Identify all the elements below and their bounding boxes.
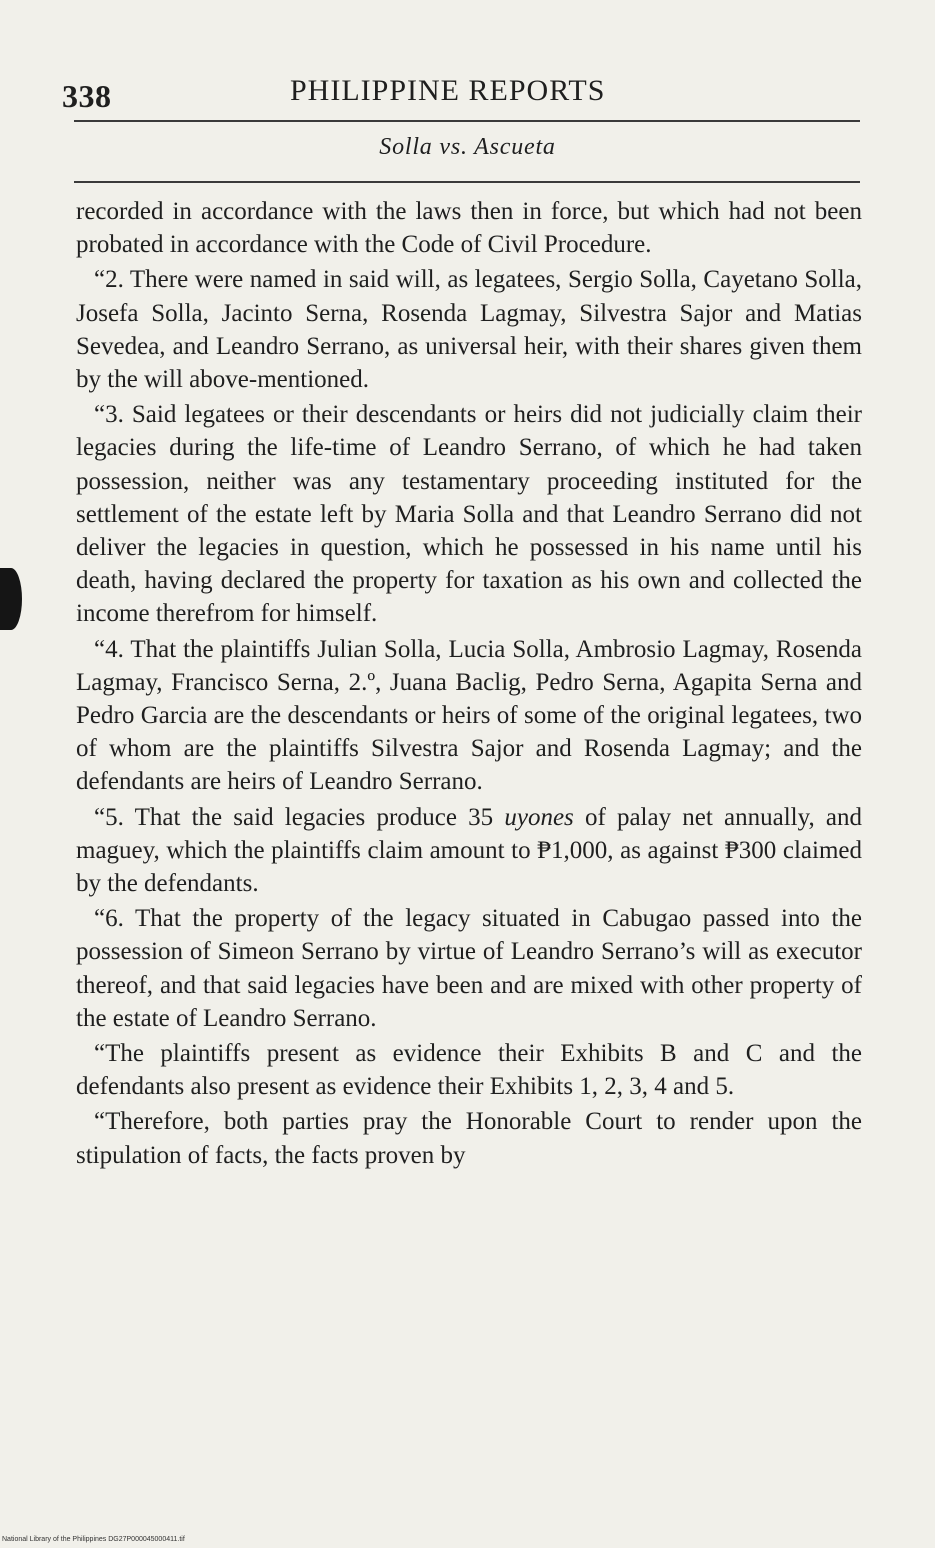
paragraph-exhibits: “The plaintiffs present as evidence their Exhibits B and C and the defendants also present as evidence their Exhibits 1, 2, 3, 4 and 5. (76, 1040, 862, 1101)
paragraph-continuation: recorded in accordance with the laws then in force, but which had not been probated in accordance with the Code of Civil Procedure. (76, 198, 862, 259)
scan-credit: National Library of the Philippines DG27P000045000411.tif (2, 1536, 185, 1543)
paragraph-item-3: “3. Said legatees or their descendants or heirs did not judicially claim their legacies during the life-time of Leandro Serrano, of which he had taken possession, neither was any testamentary proceeding instituted for the settlement of the estate left by Maria Solla and that Leandro Serrano did not deliver the legacies in question, which he possessed in his name until his death, having declared the property for taxation as his own and collected the income therefrom for himself. (76, 401, 862, 628)
paragraph-prayer: “Therefore, both parties pray the Honorable Court to render upon the stipulation of facts, the facts proven by (76, 1108, 862, 1169)
paragraph-item-5-italic: uyones (504, 803, 574, 831)
body-text (76, 195, 862, 1172)
page-number: 338 (62, 78, 112, 114)
running-head: PHILIPPINE REPORTS (290, 74, 606, 107)
header-rule-top (74, 120, 860, 122)
paragraph-item-5 (76, 801, 862, 901)
paragraph-item-2: “2. There were named in said will, as legatees, Sergio Solla, Cayetano Solla, Josefa Solla, Jacinto Serna, Rosenda Lagmay, Silvestra Sajor and Matias Sevedea, and Leandro Serrano, as universal heir, with their shares given them by the will above-mentioned. (76, 266, 862, 394)
header-rule-bottom (74, 181, 860, 183)
paragraph-item-4: “4. That the plaintiffs Julian Solla, Lucia Solla, Ambrosio Lagmay, Rosenda Lagmay, Francisco Serna, 2.º, Juana Baclig, Pedro Serna, Agapita Serna and Pedro Garcia are the descendants or heirs of some of the original legatees, two of whom are the plaintiffs Silvestra Sajor and Rosenda Lagmay; and the defendants are heirs of Leandro Serrano. (76, 635, 862, 796)
paragraph-item-5-after: of palay net annually, and maguey, which the plaintiffs claim amount to ₱1,000, as against ₱300 claimed by the defendants. (76, 803, 863, 898)
paragraph-item-5-before: “5. That the said legacies produce 35 (94, 803, 505, 831)
case-title: Solla vs. Ascueta (379, 134, 556, 160)
margin-ink-blot (0, 568, 22, 630)
paragraph-item-6: “6. That the property of the legacy situated in Cabugao passed into the possession of Simeon Serrano by virtue of Leandro Serrano’s will as executor thereof, and that said legacies have been and are mixed with other property of the estate of Leandro Serrano. (76, 905, 862, 1032)
